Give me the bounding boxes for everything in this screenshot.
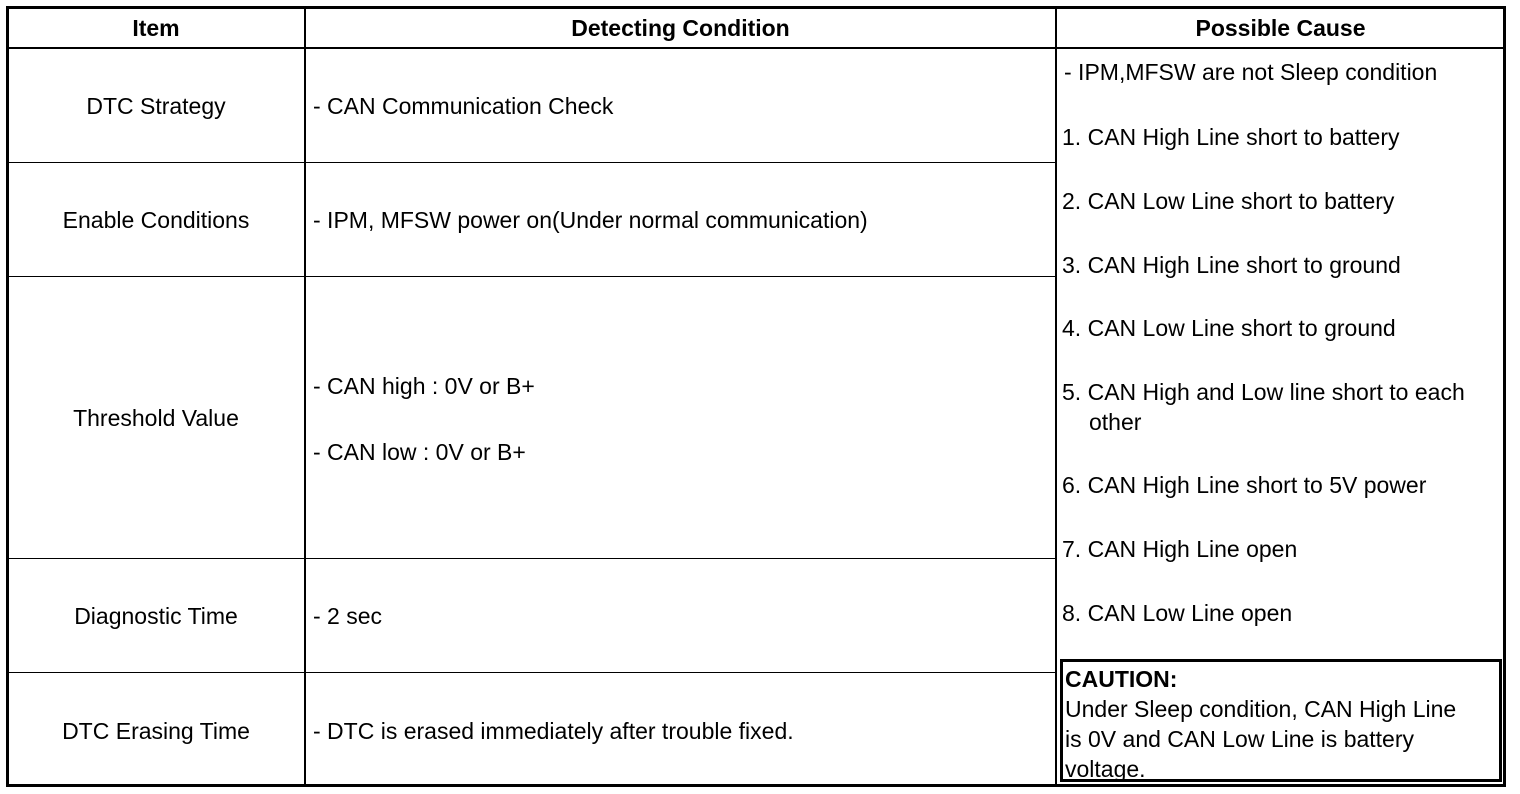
cause-number: 7. — [1062, 536, 1082, 562]
condition-dtc-erasing-time: - DTC is erased immediately after trouble fixed. — [313, 718, 794, 744]
header-possible-cause: Possible Cause — [1195, 15, 1366, 41]
cause-number: 5. — [1062, 379, 1082, 405]
header-item: Item — [132, 15, 180, 41]
caution-title: CAUTION: — [1065, 666, 1178, 692]
item-dtc-strategy: DTC Strategy — [86, 93, 226, 119]
cause-item-4 — [1062, 313, 1396, 343]
cause-item-7 — [1062, 534, 1297, 564]
cause-intro: - IPM,MFSW are not Sleep condition — [1064, 59, 1438, 85]
cause-number: 1. — [1062, 124, 1082, 150]
column-divider-2 — [1055, 6, 1057, 787]
cause-item-5 — [1062, 377, 1465, 407]
cause-item-8 — [1062, 598, 1292, 628]
cause-text: CAN High Line short to 5V power — [1087, 472, 1427, 498]
caution-line-2: is 0V and CAN Low Line is battery — [1065, 726, 1415, 752]
header-divider — [6, 47, 1506, 49]
condition-threshold-can-low: - CAN low : 0V or B+ — [313, 439, 526, 465]
cause-item-5-continued: other — [1089, 409, 1142, 435]
cause-number: 8. — [1062, 600, 1082, 626]
item-enable-conditions: Enable Conditions — [62, 207, 250, 233]
item-dtc-erasing-time: DTC Erasing Time — [62, 718, 250, 744]
condition-threshold-can-high: - CAN high : 0V or B+ — [313, 373, 535, 399]
caution-box — [1060, 659, 1502, 782]
column-divider-1 — [304, 6, 306, 787]
cause-item-2 — [1062, 186, 1394, 216]
item-diagnostic-time: Diagnostic Time — [74, 603, 238, 629]
header-detecting-condition: Detecting Condition — [571, 15, 790, 41]
cause-text: CAN Low Line open — [1087, 600, 1293, 626]
cause-number: 4. — [1062, 315, 1082, 341]
cause-number: 2. — [1062, 188, 1082, 214]
cause-text: CAN High Line short to ground — [1087, 252, 1401, 278]
row-divider-4 — [6, 672, 1056, 673]
cause-text: CAN Low Line short to battery — [1087, 188, 1395, 214]
row-divider-3 — [6, 558, 1056, 559]
row-divider-1 — [6, 162, 1056, 163]
cause-text: CAN High Line open — [1087, 536, 1298, 562]
item-threshold-value: Threshold Value — [73, 405, 239, 431]
cause-number: 3. — [1062, 252, 1082, 278]
caution-line-1: Under Sleep condition, CAN High Line — [1065, 696, 1457, 722]
cause-item-3 — [1062, 250, 1401, 280]
condition-dtc-strategy: - CAN Communication Check — [313, 93, 614, 119]
condition-enable-conditions: - IPM, MFSW power on(Under normal communication) — [313, 207, 868, 233]
caution-line-3: voltage. — [1065, 756, 1146, 782]
cause-number: 6. — [1062, 472, 1082, 498]
cause-item-6 — [1062, 470, 1426, 500]
cause-text: CAN High Line short to battery — [1087, 124, 1400, 150]
cause-item-1 — [1062, 122, 1400, 152]
cause-text: CAN High and Low line short to each — [1087, 379, 1465, 405]
condition-diagnostic-time: - 2 sec — [313, 603, 383, 629]
cause-text: CAN Low Line short to ground — [1087, 315, 1396, 341]
row-divider-2 — [6, 276, 1056, 277]
